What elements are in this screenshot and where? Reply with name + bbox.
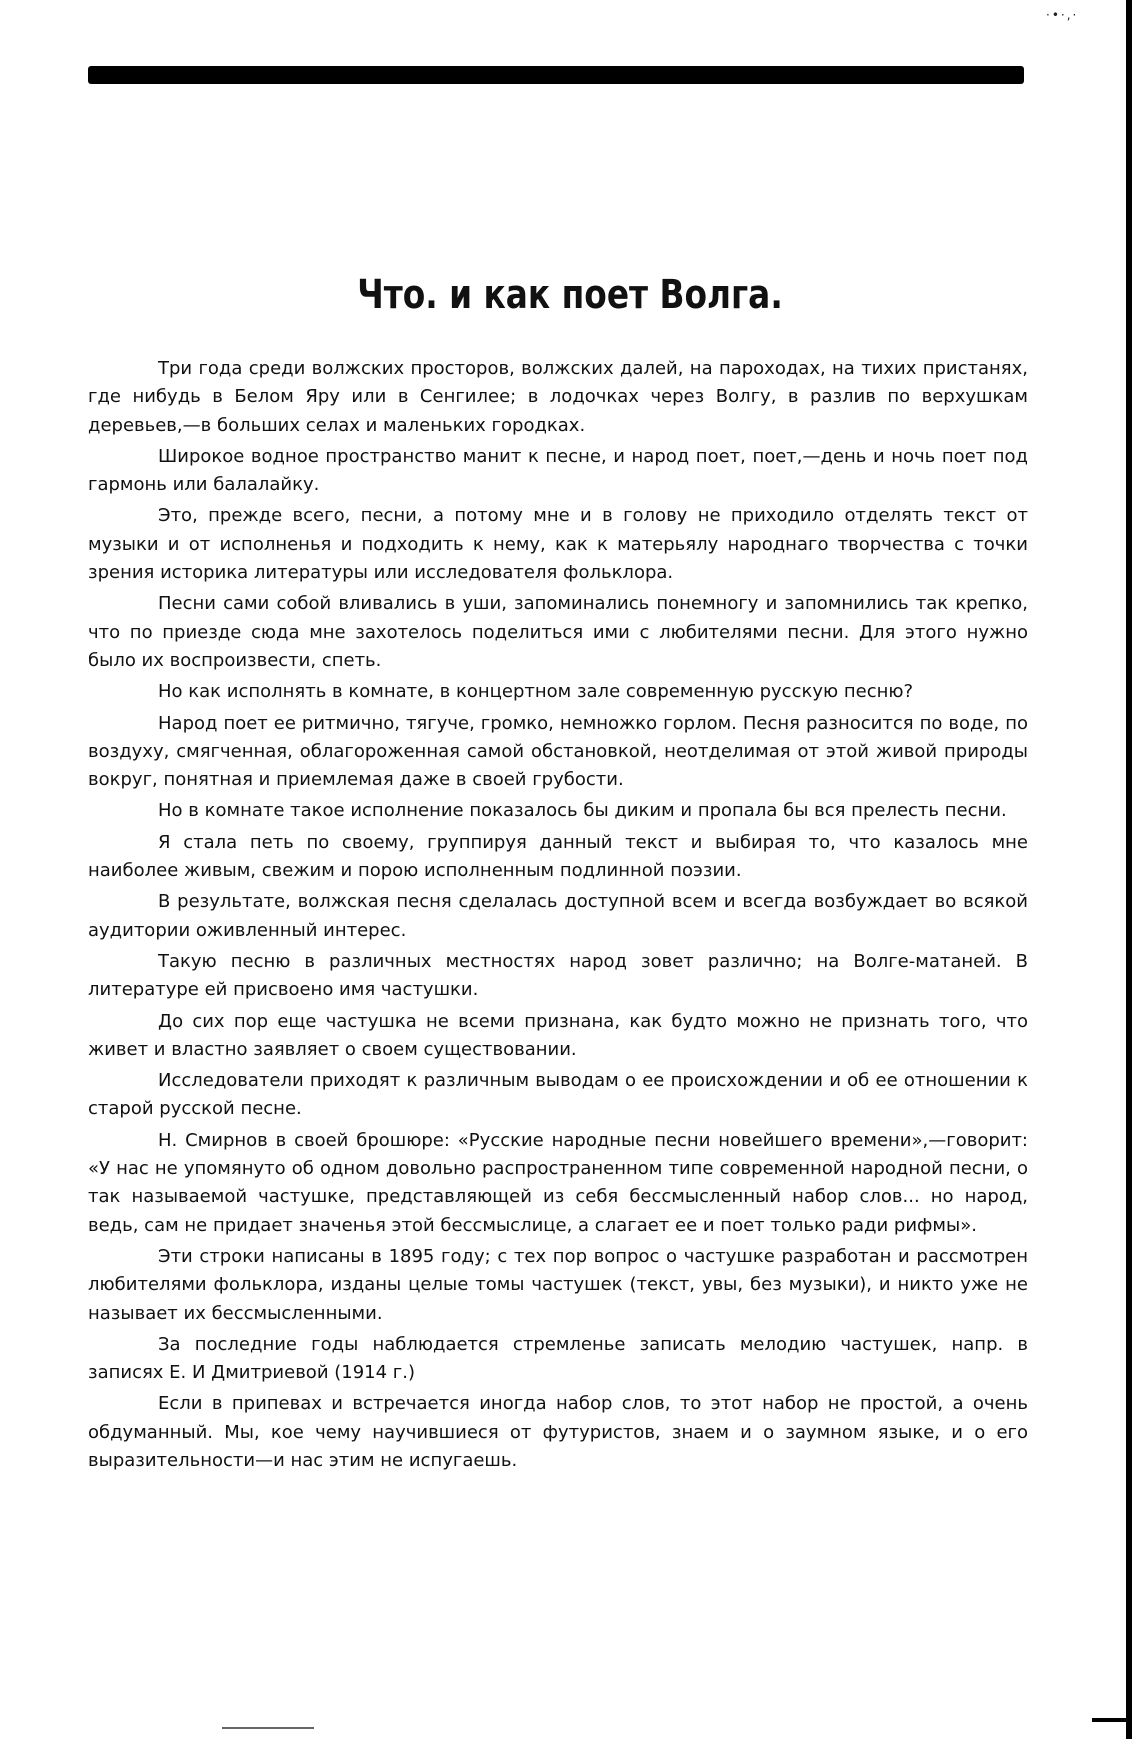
paragraph: Но как исполнять в комнате, в концертном зале современную русскую песню?: [158, 681, 914, 703]
paragraph: Это, прежде всего, песни, а потому мне и в голову не приходило отделять текст от музыки и от исполненья и подходить к нему, как к матерьялу народнаго творчества с точки зрения историка литературы или исследователя фольклора.: [88, 505, 1028, 584]
paragraph: Широкое водное пространство манит к песне, и народ поет, поет,—день и ночь поет под гармонь или балалайку.: [88, 445, 1028, 496]
paragraph: Эти строки написаны в 1895 году; с тех пор вопрос о частушке разработан и рассмотрен любителями фольклора, изданы целые томы частушек (текст, увы, без музыки), и никто уже не называет их бессмысленными.: [88, 1245, 1028, 1324]
page-edge-shadow: [1126, 0, 1132, 1739]
paragraph: Я стала петь по своему, группируя данный текст и выбирая то, что казалось мне наиболее живым, свежим и порою исполненным подлинной поэзии.: [88, 831, 1028, 882]
paragraph: Три года среди волжских просторов, волжских далей, на пароходах, на тихих пристанях, где нибудь в Белом Яру или в Сенгилее; в лодочках через Волгу, в разлив по верхушкам деревьев,—в больших селах и маленьких городках.: [88, 358, 1028, 436]
paragraph: Народ поет ее ритмично, тягуче, громко, немножко горлом. Песня разносится по воде, по воздуху, смягченная, облагороженная самой обстановкой, неотделимая от этой живой природы вокруг, понятная и приемлемая даже в своей грубости.: [88, 712, 1028, 791]
paragraph: Но в комнате такое исполнение показалось бы диким и пропала бы вся прелесть песни.: [158, 800, 1007, 822]
paragraph: Исследователи приходят к различным выводам о ее происхождении и об ее отношении к старой русской песне.: [88, 1070, 1028, 1120]
corner-mark-bottom: [1092, 1718, 1126, 1722]
paragraph: Такую песню в различных местностях народ зовет различно; на Волге-матаней. В литературе ей присвоено имя частушки.: [88, 950, 1028, 1001]
bottom-dash: [222, 1727, 314, 1729]
paragraph: Н. Смирнов в своей брошюре: «Русские народные песни новейшего времени»,—говорит: «У нас не упомянуто об одном довольно распространенном типе современной народной песни, о так называемой частушке, представляющей из себя бессмысленный набор слов... но народ, ведь, сам не придает значенья этой бессмыслице, а слагает ее и поет только ради рифмы».: [88, 1129, 1028, 1236]
paragraph: Песни сами собой вливались в уши, запоминались понемногу и запомнились так крепко, что по приезде сюда мне захотелось поделиться ими с любителями песни. Для этого нужно было их воспроизвести, спеть.: [88, 593, 1028, 671]
paragraph: В результате, волжская песня сделалась доступной всем и всегда возбуждает во всякой аудитории оживленный интерес.: [88, 891, 1028, 941]
article-body: [88, 355, 1028, 1478]
corner-marks: ·•·,·: [1046, 8, 1079, 22]
top-rule: [88, 66, 1024, 84]
paragraph: До сих пор еще частушка не всеми признана, как будто можно не признать того, что живет и властно заявляет о своем существовании.: [88, 1010, 1028, 1060]
page-title: Что. и как поет Волга.: [357, 272, 783, 318]
paragraph: За последние годы наблюдается стремленье записать мелодию частушек, напр. в записях Е. И Дмитриевой (1914 г.): [88, 1333, 1028, 1384]
paragraph: Если в припевах и встречается иногда набор слов, то этот набор не простой, а очень обдуманный. Мы, кое чему научившиеся от футуристов, знаем и о заумном языке, и о его выразительности—и нас этим не испугаешь.: [88, 1393, 1028, 1471]
